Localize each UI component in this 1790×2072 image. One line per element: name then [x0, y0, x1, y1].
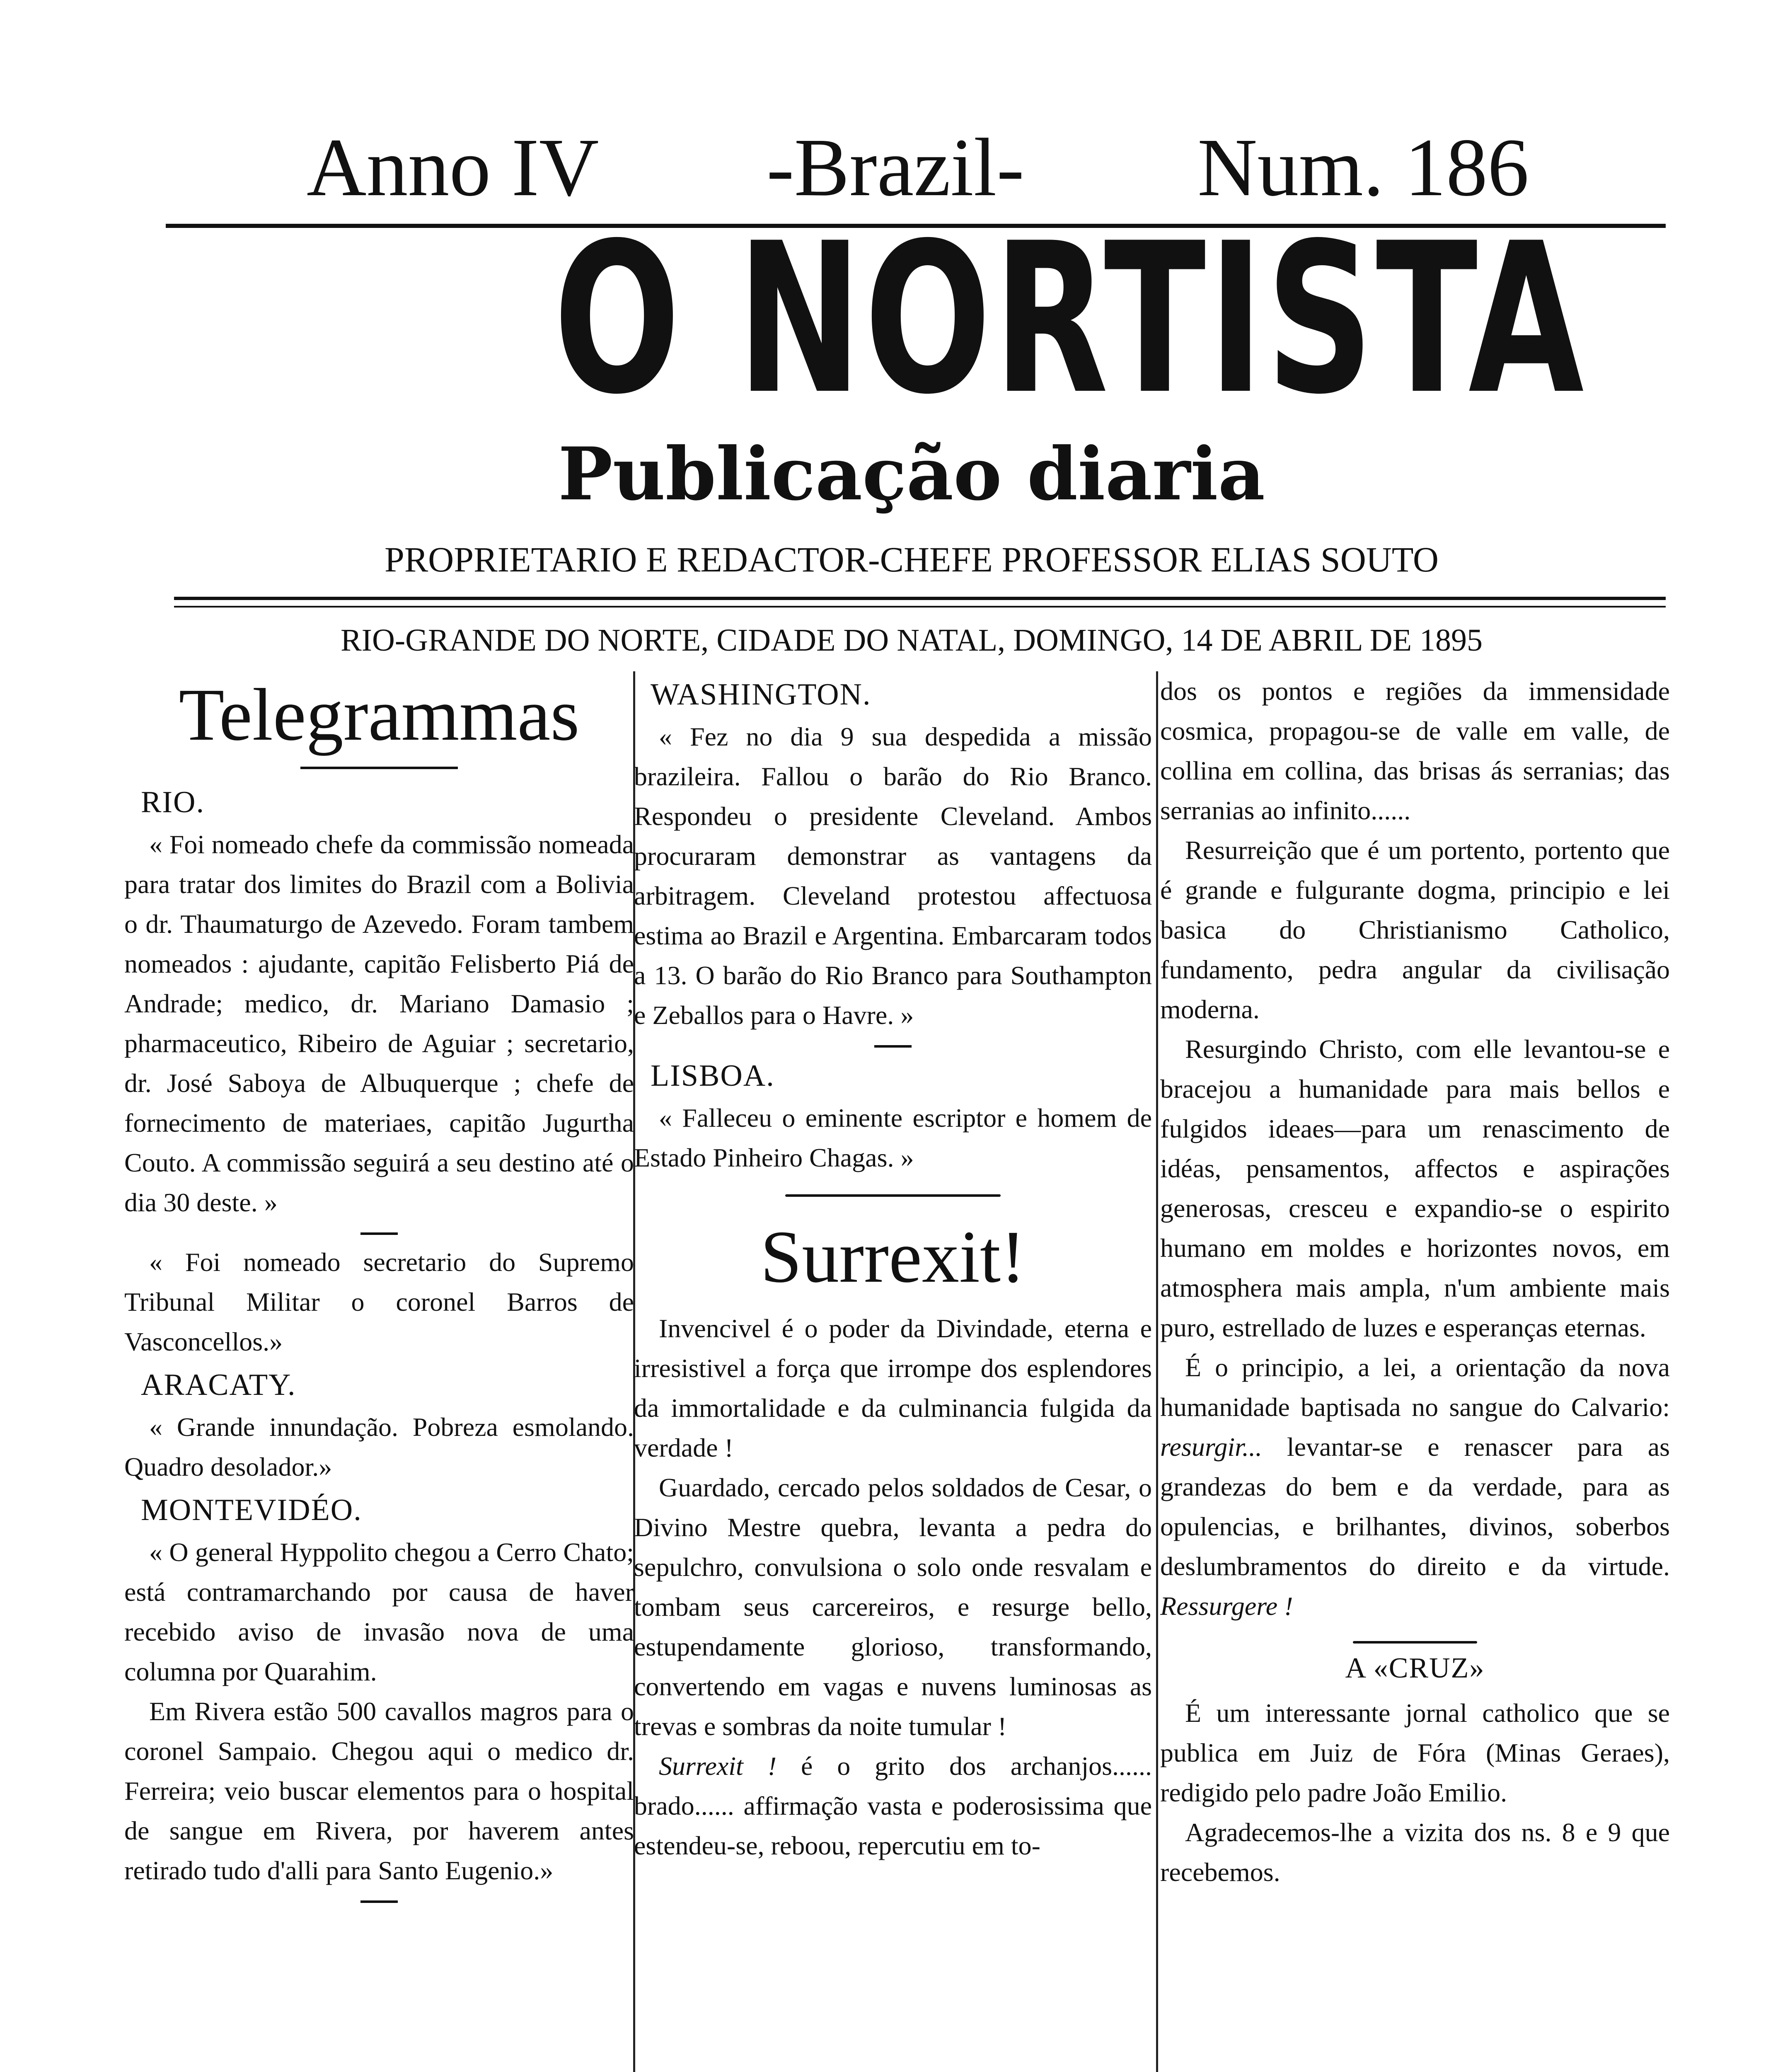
surrexit-continuation: dos os pontos e regiões da immensidade cosmica, propagou-se de valle em valle, de collina em collina, das brisas ás serranias; das serranias ao infinito......	[1160, 676, 1670, 825]
place-rio: RIO.	[141, 785, 205, 819]
cruz-title: A «CRUZ»	[1345, 1652, 1485, 1684]
p6-emphasis-2: Ressurgere !	[1160, 1591, 1293, 1621]
end-dash	[360, 1900, 398, 1903]
section-swash-rule	[1353, 1641, 1477, 1644]
rio-telegram-2: « Foi nomeado secretario do Supremo Tribunal Militar o coronel Barros de Vasconcellos.»	[124, 1247, 634, 1356]
dateline-rule-top	[174, 597, 1666, 600]
surrexit-emphasis: Surrexit !	[659, 1751, 777, 1781]
newspaper-subtitle: Publicação diaria	[558, 432, 1265, 517]
place-montevideo: MONTEVIDÉO.	[141, 1493, 362, 1527]
separator-dash	[360, 1232, 398, 1235]
p6-emphasis: resurgir...	[1160, 1432, 1262, 1462]
surrexit-paragraph-1: Invencivel é o poder da Divindade, eterna e irresistivel a força que irrompe dos esplendores da immortalidade e da culminancia fulgida da verdade !	[634, 1314, 1152, 1462]
place-lisboa: LISBOA.	[651, 1059, 775, 1093]
surrexit-paragraph-5: Resurgindo Christo, com elle levantou-se e bracejou a humanidade para mais bellos e fulgidos ideaes—para um renascimento de idéas, pensamentos, affectos e aspirações generosas, cresceu e expandio-se o espirito humano em moldes e horizontes novos, em atmosphera mais ampla, n'um ambiente mais puro, estrellado de luzes e esperanças eternas.	[1160, 1034, 1670, 1342]
column-telegrammas	[124, 671, 634, 2072]
column-washington-surrexit	[634, 671, 1152, 2072]
surrexit-title: Surrexit!	[760, 1215, 1026, 1298]
separator-dash	[874, 1045, 912, 1048]
montevideo-telegram-2: Em Rivera estão 500 cavallos magros para o coronel Sampaio. Chegou aqui o medico dr. Ferreira; veio buscar elementos para o hospital de sangue em Rivera, por haverem antes retirado tudo d'alli para Santo Eugenio.»	[124, 1697, 634, 1885]
cruz-paragraph-2: Agradecemos-lhe a vizita dos ns. 8 e 9 que recebemos.	[1160, 1818, 1670, 1887]
proprietor-line: PROPRIETARIO E REDACTOR-CHEFE PROFESSOR ELIAS SOUTO	[384, 540, 1439, 579]
p6-text-a: É o principio, a lei, a orientação da nova humanidade baptisada no sangue do Calvario:	[1160, 1353, 1670, 1422]
place-label: -Brazil-	[767, 122, 1024, 213]
dateline-rule-top-thin	[174, 606, 1666, 608]
anno-label: Anno IV	[307, 122, 599, 213]
title-underline	[300, 767, 458, 769]
dateline: RIO-GRANDE DO NORTE, CIDADE DO NATAL, DOMINGO, 14 DE ABRIL DE 1895	[340, 623, 1483, 658]
place-aracaty: ARACATY.	[141, 1368, 296, 1402]
surrexit-paragraph-2: Guardado, cercado pelos soldados de Cesar, o Divino Mestre quebra, levanta a pedra do sepulchro, convulsiona o solo onde resvalam e tombam seus carcereiros, e resurge bello, estupendamente glorioso, transformando, convertendo em vagas e nuvens luminosas as trevas e sombras da noite tumular !	[634, 1473, 1152, 1741]
surrexit-paragraph-6	[1160, 1348, 1670, 1626]
lisboa-telegram: « Falleceu o eminente escriptor e homem de Estado Pinheiro Chagas. »	[634, 1103, 1152, 1172]
surrexit-paragraph-4: Resurreição que é um portento, portento que é grande e fulgurante dogma, principio e lei basica do Christianismo Catholico, fundamento, pedra angular da civilisação moderna.	[1160, 835, 1670, 1024]
newspaper-title: O NORTISTA	[554, 198, 1587, 440]
number-label: Num. 186	[1197, 122, 1529, 213]
montevideo-telegram-1: « O general Hyppolito chegou a Cerro Chato; está contramarchando por causa de haver recebido aviso de invasão nova de uma columna por Quarahim.	[124, 1537, 634, 1686]
rio-telegram-1: « Foi nomeado chefe da commissão nomeada para tratar dos limites do Brazil com a Bolivia o dr. Thaumaturgo de Azevedo. Foram tambem nomeados : ajudante, capitão Felisberto Piá de Andrade; medico, dr. Mariano Damasio ; pharmaceutico, Ribeiro de Aguiar ; secretario, dr. José Saboya de Albuquerque ; chefe de fornecimento de materiaes, capitão Jugurtha Couto. A commissão seguirá a seu destino até o dia 30 deste. »	[124, 830, 634, 1217]
aracaty-telegram: « Grande innundação. Pobreza esmolando. Quadro desolador.»	[124, 1412, 634, 1481]
p6-text-b: levantar-se e renascer para as grandezas do bem e da verdade, para as opulencias, e brilhantes, divinos, soberbos deslumbramentos do direito e da virtude.	[1160, 1432, 1670, 1581]
column-surrexit-cont	[1160, 671, 1670, 2072]
washington-telegram: « Fez no dia 9 sua despedida a missão brazileira. Fallou o barão do Rio Branco. Respondeu o presidente Cleveland. Ambos procuraram demonstrar as vantagens da arbitragem. Cleveland protestou affectuosa estima ao Brazil e Argentina. Embarcaram todos a 13. O barão do Rio Branco para Southampton e Zeballos para o Havre. »	[634, 722, 1152, 1030]
column-divider-2	[1156, 671, 1158, 2072]
surrexit-paragraph-3-text: é o grito dos archanjos...... brado...... affirmação vasta e poderosissima que estendeu-se, reboou, repercutiu em to-	[634, 1751, 1152, 1860]
section-swash-rule	[785, 1194, 1001, 1197]
surrexit-paragraph-3	[634, 1746, 1152, 1866]
telegrammas-title: Telegrammas	[179, 673, 580, 756]
place-washington: WASHINGTON.	[651, 678, 871, 712]
cruz-paragraph-1: É um interessante jornal catholico que se publica em Juiz de Fóra (Minas Geraes), redigido pelo padre João Emilio.	[1160, 1698, 1670, 1807]
